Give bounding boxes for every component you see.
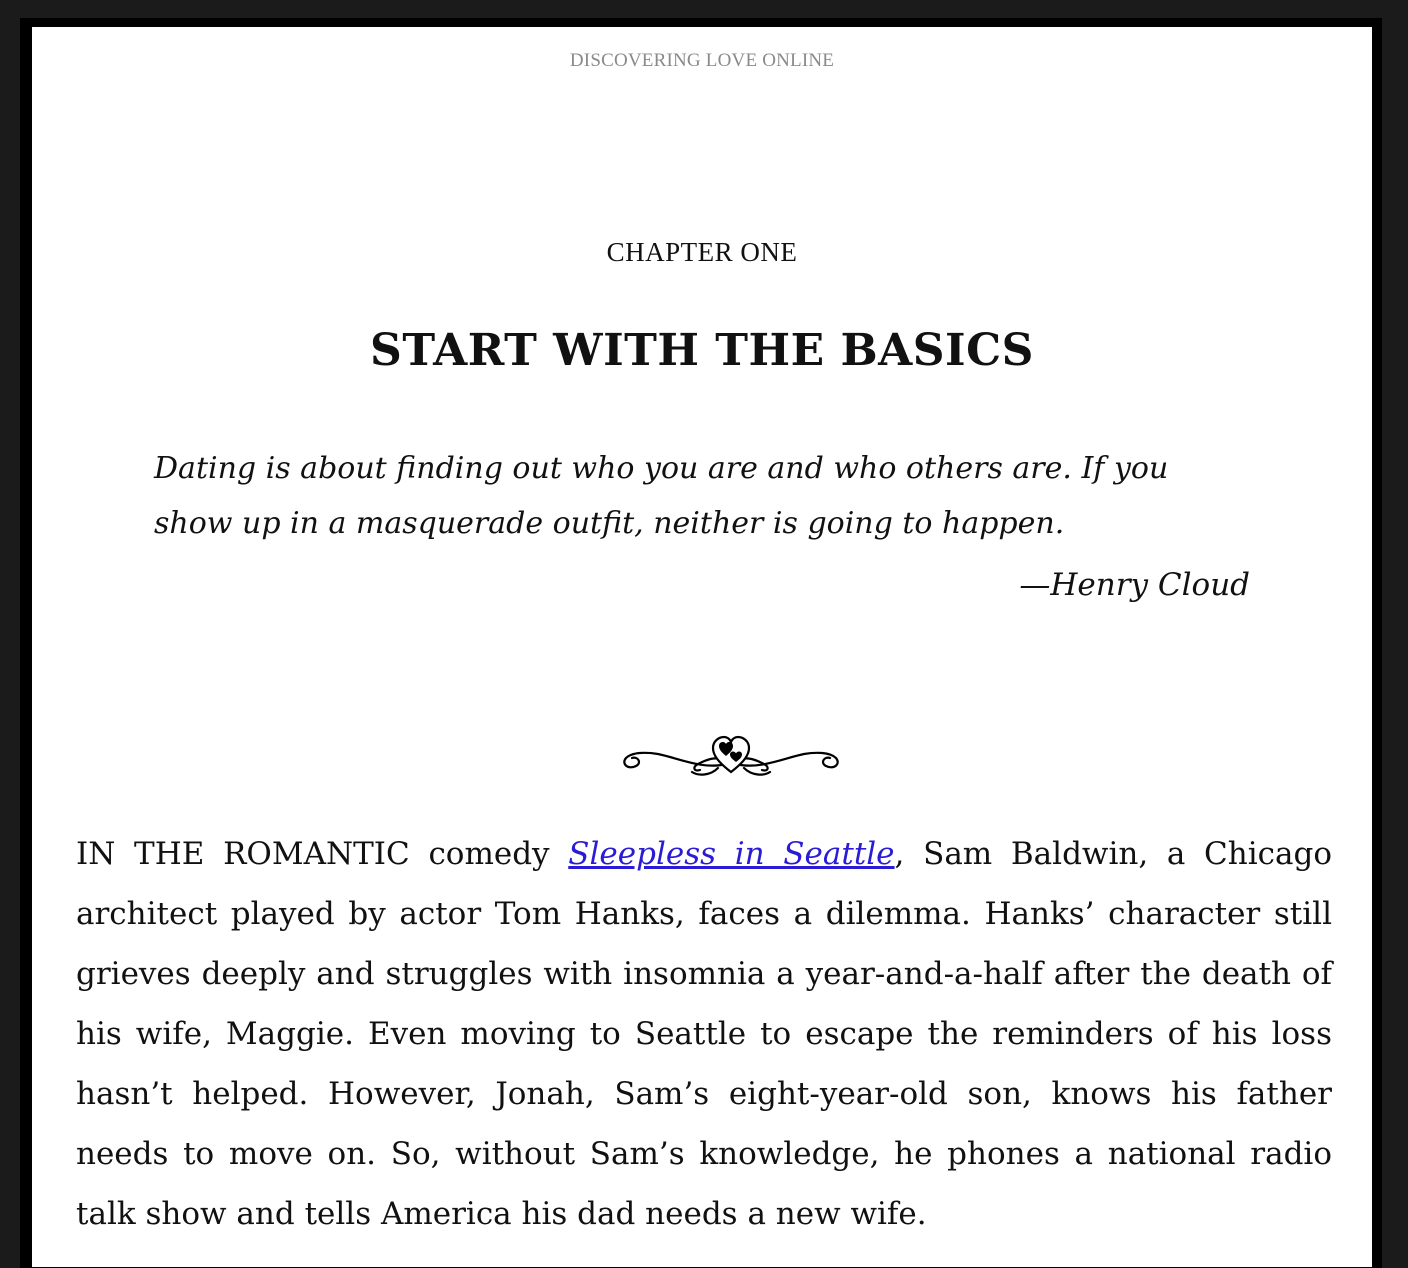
- body-text-after-link: , Sam Baldwin, a Chicago architect played by actor Tom Hanks, faces a dilemma. Hanks’ character still grieves deeply and struggles with insomnia a year-and-a-half after the death of his wife, Maggie. Even moving to Seattle to escape the reminders of his loss hasn’t helped. However, Jonah, Sam’s eight-year-old son, knows his father needs to move on. So, without Sam’s knowledge, he phones a national radio talk show and tells America his dad needs a new wife.: [76, 836, 1333, 1232]
- body-paragraph: [76, 824, 1332, 1244]
- film-title-link[interactable]: Sleepless in Seattle: [568, 836, 895, 872]
- epigraph-quote: Dating is about finding out who you are and who others are. If you show up in a masquerade outfit, neither is going to happen.: [154, 451, 1169, 541]
- chapter-title: START WITH THE BASICS: [370, 325, 1034, 376]
- epigraph-attribution: —Henry Cloud: [1019, 567, 1250, 603]
- body-text-before-link: comedy: [409, 836, 569, 872]
- intro-small-caps: IN THE ROMANTIC: [76, 836, 410, 872]
- heart-flourish-icon: [618, 730, 844, 778]
- book-page: [32, 27, 1372, 1267]
- running-head: DISCOVERING LOVE ONLINE: [569, 50, 835, 71]
- chapter-label: CHAPTER ONE: [606, 237, 798, 267]
